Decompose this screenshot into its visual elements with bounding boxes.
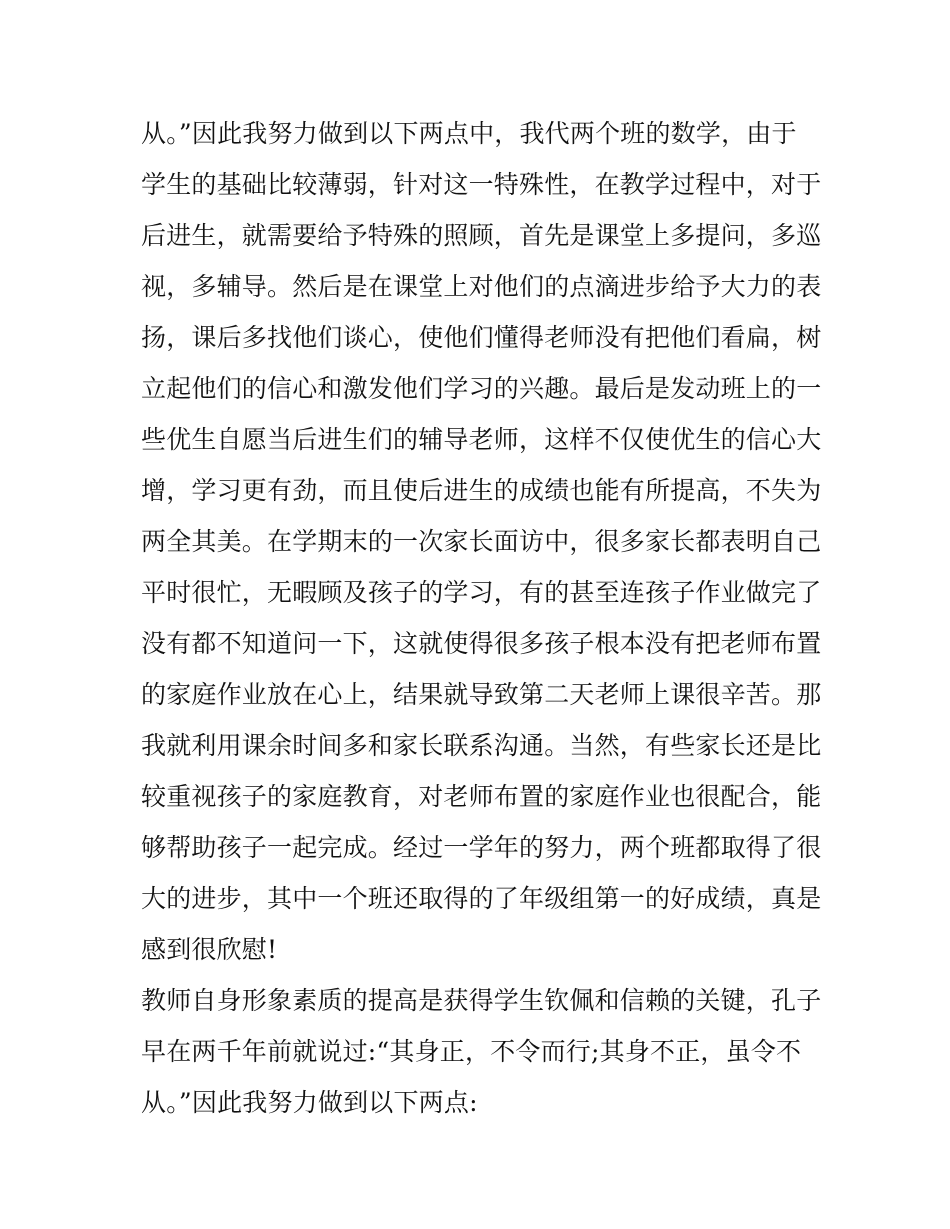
text-line: 较重视孩子的家庭教育，对老师布置的家庭作业也很配合，能 [141, 782, 822, 811]
text-line: 的家庭作业放在心上，结果就导致第二天老师上课很辛苦。那 [141, 680, 822, 709]
text-line: 早在两千年前就说过:“其身正，不令而行;其身不正，虽令不 [141, 1037, 802, 1066]
text-line: 平时很忙，无暇顾及孩子的学习，有的甚至连孩子作业做完了 [141, 578, 822, 607]
text-line: 立起他们的信心和激发他们学习的兴趣。最后是发动班上的一 [141, 374, 822, 403]
text-line: 些优生自愿当后进生们的辅导老师，这样不仅使优生的信心大 [141, 425, 822, 454]
text-line: 够帮助孩子一起完成。经过一学年的努力，两个班都取得了很 [141, 833, 822, 862]
text-line: 扬，课后多找他们谈心，使他们懂得老师没有把他们看扁，树 [141, 323, 822, 352]
body-text [141, 108, 821, 1128]
text-line: 从。”因此我努力做到以下两点: [141, 1088, 478, 1117]
text-line: 我就利用课余时间多和家长联系沟通。当然，有些家长还是比 [141, 731, 822, 760]
text-line: 增，学习更有劲，而且使后进生的成绩也能有所提高，不失为 [141, 476, 822, 505]
text-line: 从。”因此我努力做到以下两点中，我代两个班的数学，由于 [141, 119, 797, 148]
text-line: 感到很欣慰! [141, 935, 278, 964]
text-line: 学生的基础比较薄弱，针对这一特殊性，在教学过程中，对于 [141, 170, 822, 199]
text-line: 教师自身形象素质的提高是获得学生钦佩和信赖的关键，孔子 [141, 986, 822, 1015]
text-line: 大的进步，其中一个班还取得的了年级组第一的好成绩，真是 [141, 884, 822, 913]
text-line: 两全其美。在学期末的一次家长面访中，很多家长都表明自己 [141, 527, 822, 556]
text-line: 后进生，就需要给予特殊的照顾，首先是课堂上多提问，多巡 [141, 221, 822, 250]
text-line: 视，多辅导。然后是在课堂上对他们的点滴进步给予大力的表 [141, 272, 822, 301]
text-line: 没有都不知道问一下，这就使得很多孩子根本没有把老师布置 [141, 629, 822, 658]
